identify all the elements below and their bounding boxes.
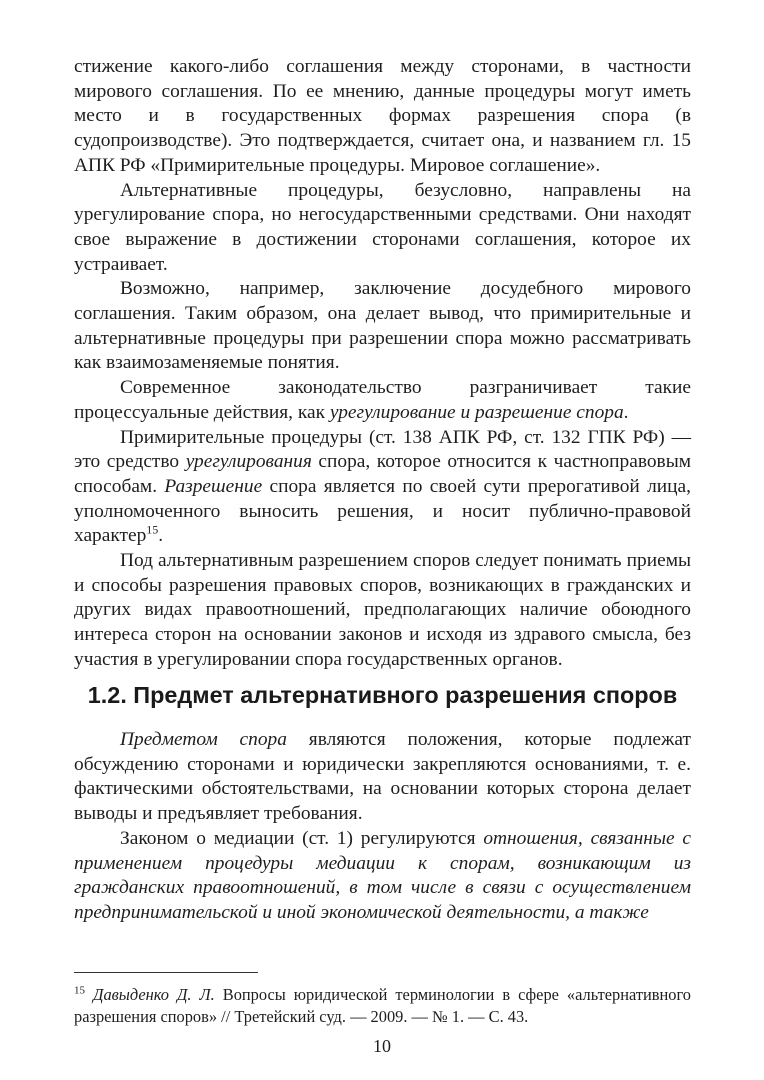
paragraph-2: Альтернативные процедуры, безусловно, направлены на урегулирование спора, но негосударственными средствами. Они находят свое выражение в достижении сторонами соглашения, которое их устраивает. (74, 179, 691, 275)
paragraph-5: Примирительные процедуры (ст. 138 АПК РФ, ст. 132 ГПК РФ) — это средство урегулирования спора, которое относится к частноправовым способам. Разрешение спора является по своей сути прерогативой лица, уполномоченного выносить решения, и носит публично-правовой характер$^{15}$. (74, 426, 691, 547)
paragraph-s2: Законом о медиации (ст. 1) регулируются отношения, связанные с применением процедуры медиации к спорам, возникающим из гражданских правоотношений, в том числе в связи с осуществлением предпринимательской и иной экономической деятельности, а также (74, 827, 691, 923)
paragraph-4: Современное законодательство разграничивает такие процессуальные действия, как урегулирование и разрешение спора. (74, 377, 691, 423)
footnote (74, 984, 691, 1027)
section-body (74, 728, 691, 926)
footnote-marker: 15 (74, 984, 85, 997)
footnote-text: Вопросы юридической терминологии в сфере «альтернативного разрешения споров» // Третейский суд. — 2009. — № 1. — С. 43. (74, 985, 691, 1026)
italic-term: урегулирование и разрешение спора (329, 401, 624, 423)
body-text (74, 55, 691, 673)
italic-term: Разрешение (164, 475, 263, 497)
footnote-divider (74, 972, 258, 973)
footnote-author: Давыденко Д. Л. (93, 985, 215, 1004)
italic-term: Предметом спора (120, 729, 287, 750)
paragraph-6: Под альтернативным разрешением споров следует понимать приемы и способы разрешения правовых споров, возникающих в гражданских и других видах правоотношений, предполагающих наличие обоюдного интереса сторон на основании законов и исходя из здравого смысла, без участия в урегулировании спора государственных органов. (74, 550, 691, 670)
paragraph-3: Возможно, например, заключение досудебного мирового соглашения. Таким образом, она делает вывод, что примирительные и альтернативные процедуры при разрешении спора можно рассматривать как взаимозаменяемые понятия. (74, 278, 691, 374)
italic-term: урегулирования (185, 451, 312, 473)
page-number: 10 (373, 1036, 391, 1056)
paragraph-1: стижение какого-либо соглашения между сторонами, в частности мирового соглашения. По ее мнению, данные процедуры могут иметь место и в государственных формах разрешения спора (в судопроизводстве). Это подтверждается, считает она, и названием гл. 15 АПК РФ «Примирительные процедуры. Мировое соглашение». (74, 56, 691, 176)
paragraph-s1: Предметом спора являются положения, которые подлежат обсуждению сторонами и юридически закрепляются основаниями, т. е. фактическими обстоятельствами, на основании которых сторона делает выводы и предъявляет требования. (74, 729, 691, 825)
section-heading: 1.2. Предмет альтернативного разрешения споров (87, 682, 678, 708)
footnote-reference[interactable]: 15 (146, 522, 159, 537)
italic-term: отношения, связанные с применением процедуры медиации к спорам, возникающим из гражданских правоотношений, в том числе в связи с осуществлением предпринимательской и иной экономической деятельности, а также (74, 827, 691, 923)
